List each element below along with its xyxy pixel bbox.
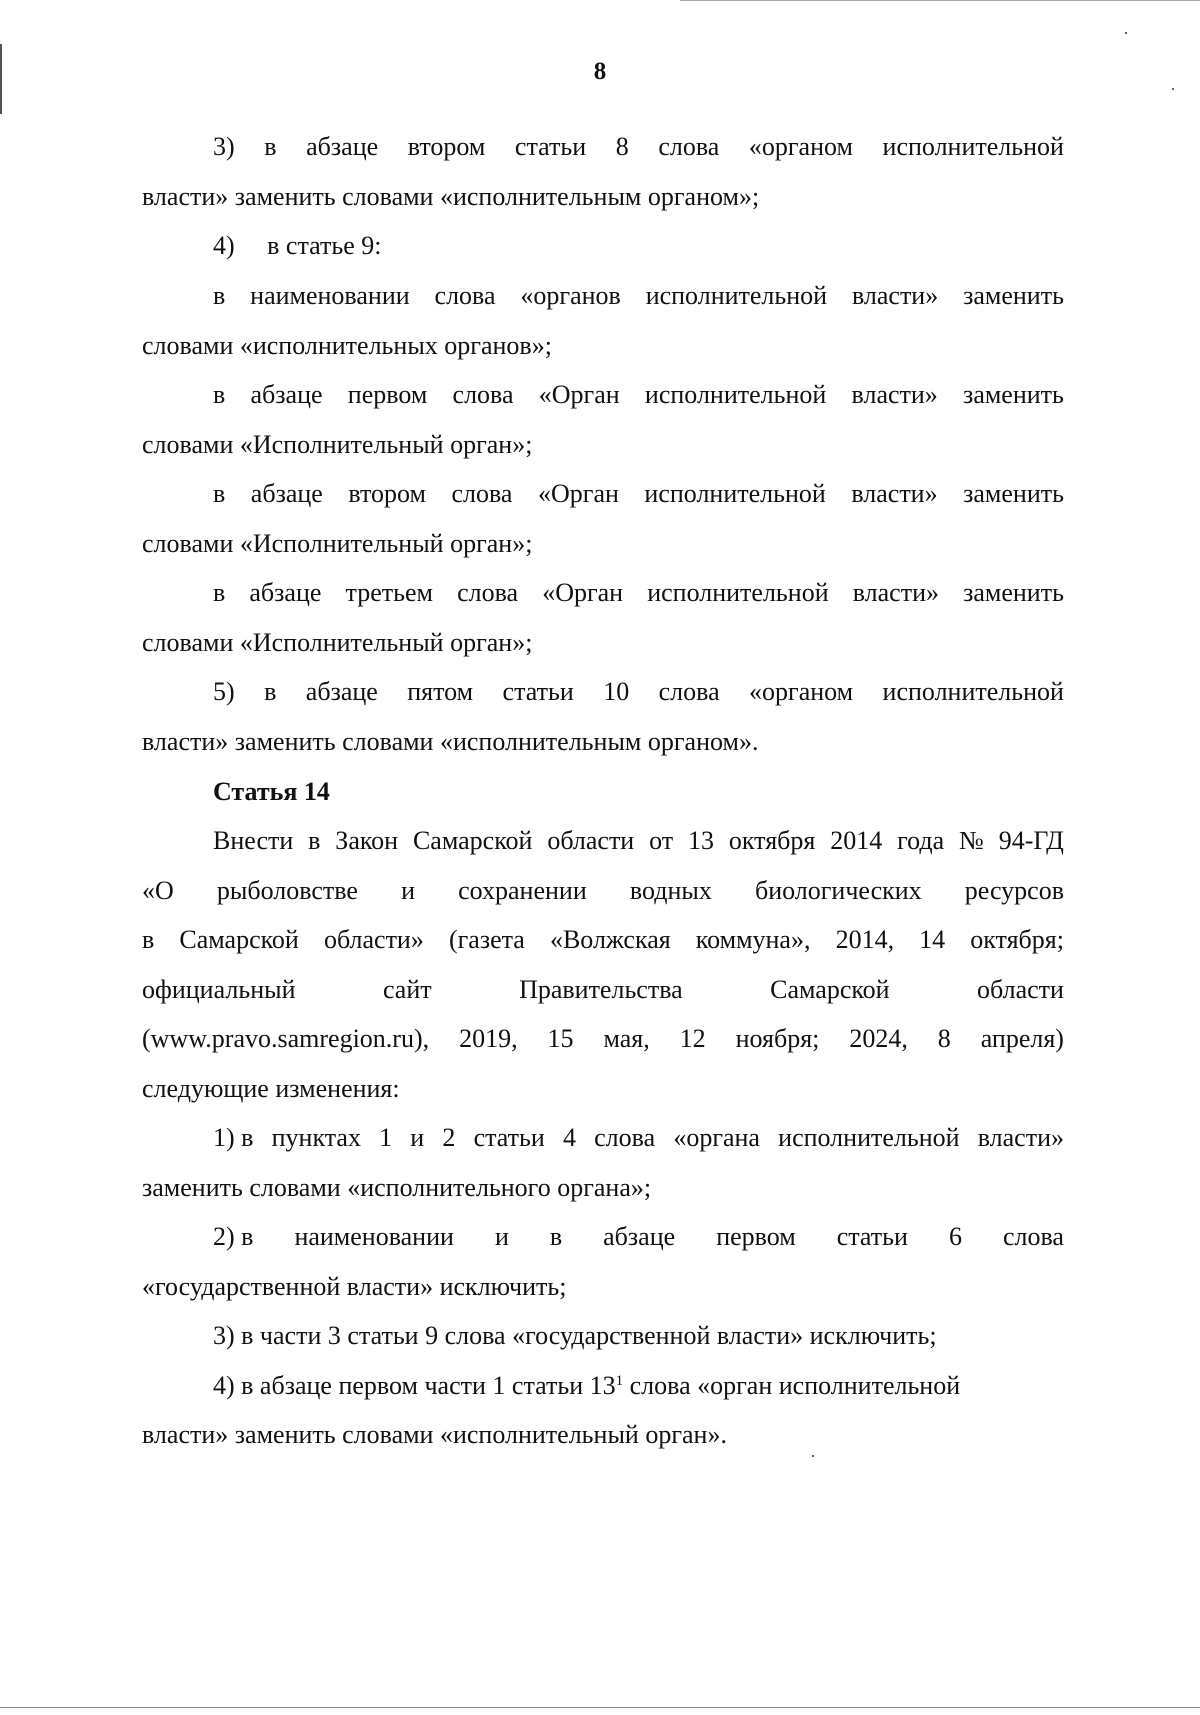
paragraph-item-3-line-2: власти» заменить словами «исполнительным органом»; (142, 182, 760, 211)
word: в (264, 677, 277, 706)
word: исполнительной (644, 479, 826, 508)
word: слова (1002, 1222, 1064, 1251)
word: 94-ГД (998, 826, 1064, 855)
word: наименовании (294, 1222, 454, 1251)
word: рыболовстве (216, 876, 358, 905)
word: 8 (937, 1024, 951, 1053)
word: абзаце (249, 578, 322, 607)
word: абзаце (305, 677, 378, 706)
word: «О (142, 876, 174, 905)
paragraph-third-line-1 (213, 578, 1064, 608)
article-text-line-3 (142, 925, 1064, 955)
word: коммуна», (695, 925, 811, 954)
word: Самарской (412, 826, 533, 855)
word: 2 (442, 1123, 456, 1152)
word: 2024, (849, 1024, 908, 1053)
word: в (213, 380, 226, 409)
word: исполнительной (882, 677, 1064, 706)
change-item-4-text: 4) в абзаце первом части 1 статьи 13 (213, 1371, 616, 1400)
paragraph-naming-line-2: словами «исполнительных органов»; (142, 331, 552, 360)
word: исполнительной (882, 132, 1064, 161)
paragraph-second-line-2: словами «Исполнительный орган»; (142, 529, 533, 558)
word: 2) в (213, 1222, 254, 1251)
article-text-line-1 (213, 826, 1064, 856)
paragraph-item-5-line-2: власти» заменить словами «исполнительным органом». (142, 727, 759, 756)
change-item-1-line-2: заменить словами «исполнительного органа»; (142, 1173, 652, 1202)
word: первом (347, 380, 428, 409)
word: сохранении (458, 876, 587, 905)
word: Внести (213, 826, 294, 855)
scan-speck (1172, 88, 1174, 90)
word: области (977, 975, 1064, 1004)
word: 10 (603, 677, 630, 706)
article-heading: Статья 14 (213, 777, 330, 806)
word: 13 (688, 826, 715, 855)
word: области (547, 826, 635, 855)
word: 2019, (459, 1024, 518, 1053)
word: в (264, 132, 277, 161)
scan-edge-top (680, 0, 1200, 1)
change-item-1-line-1 (213, 1123, 1064, 1153)
word: октября; (970, 925, 1064, 954)
word: пятом (407, 677, 474, 706)
word: 1) в (213, 1123, 254, 1152)
word: наименовании (250, 281, 410, 310)
paragraph-second-line-1 (213, 479, 1064, 509)
word: статьи (502, 677, 574, 706)
word: «Орган (538, 479, 619, 508)
scan-edge-bottom (0, 1707, 1200, 1708)
word: «органов (520, 281, 621, 310)
word: и (494, 1222, 509, 1251)
word: заменить (963, 281, 1064, 310)
word: статьи (473, 1123, 545, 1152)
word: слова (452, 380, 514, 409)
paragraph-item-3-line-1 (213, 132, 1064, 162)
word: в (308, 826, 321, 855)
scan-speck (812, 1455, 814, 1457)
word: октября (728, 826, 816, 855)
word: заменить (963, 479, 1064, 508)
word: пунктах (271, 1123, 361, 1152)
word: исполнительной (644, 380, 827, 409)
word: от (649, 826, 674, 855)
word: ноября; (735, 1024, 820, 1053)
word: и (410, 1123, 425, 1152)
word: власти» (851, 380, 938, 409)
word: 12 (679, 1024, 706, 1053)
word: 6 (948, 1222, 962, 1251)
word: слова (434, 281, 496, 310)
word: третьем (345, 578, 433, 607)
word: 1 (379, 1123, 393, 1152)
paragraph-item-5-line-1 (213, 677, 1064, 707)
word: апреля) (980, 1024, 1064, 1053)
superscript-one: 1 (615, 1373, 624, 1389)
word: заменить (963, 578, 1064, 607)
word: слова (658, 677, 720, 706)
word: № (959, 826, 984, 855)
word: в (213, 479, 226, 508)
word: в (142, 925, 155, 954)
word: абзаце (603, 1222, 676, 1251)
page-number: 8 (593, 58, 607, 85)
word: 15 (547, 1024, 574, 1053)
word: в (549, 1222, 563, 1251)
paragraph-first-line-2: словами «Исполнительный орган»; (142, 430, 533, 459)
word: (www.pravo.samregion.ru), (142, 1024, 430, 1053)
word: официальный (142, 975, 296, 1004)
word: власти» (852, 578, 939, 607)
word: 2014 (830, 826, 883, 855)
word: 14 (919, 925, 946, 954)
word: слова (658, 132, 720, 161)
change-item-2-line-1 (213, 1222, 1064, 1252)
word: слова (451, 479, 513, 508)
word: и (401, 876, 415, 905)
word: слова (457, 578, 519, 607)
word: исполнительной (645, 281, 828, 310)
change-item-3: 3) в части 3 статьи 9 слова «государственной власти» исключить; (213, 1321, 937, 1350)
word: власти» (977, 1123, 1064, 1152)
word: Самарской (770, 975, 890, 1004)
change-item-4-line-2: власти» заменить словами «исполнительный орган». (142, 1420, 727, 1449)
word: исполнительной (778, 1123, 960, 1152)
paragraph-item-4: 4) в статье 9: (213, 231, 382, 260)
word: 8 (615, 132, 629, 161)
paragraph-naming-line-1 (213, 281, 1064, 311)
word: Самарской (179, 925, 299, 954)
word: заменить (963, 380, 1064, 409)
paragraph-first-line-1 (213, 380, 1064, 410)
word: «Орган (538, 380, 620, 409)
paragraph-third-line-2: словами «Исполнительный орган»; (142, 628, 533, 657)
change-item-4-line-1 (213, 1371, 1064, 1401)
word: «органом (748, 132, 853, 161)
article-text-line-5 (142, 1024, 1064, 1054)
word: исполнительной (647, 578, 829, 607)
word: 3) (213, 132, 235, 161)
change-item-4-text-end: слова «орган исполнительной (623, 1371, 961, 1400)
word: втором (348, 479, 426, 508)
word: власти» (851, 479, 938, 508)
word: статьи (836, 1222, 908, 1251)
word: в (213, 281, 226, 310)
word: водных (629, 876, 712, 905)
word: «Волжская (549, 925, 671, 954)
word: втором (407, 132, 486, 161)
word: 5) (213, 677, 235, 706)
scan-speck (1125, 32, 1127, 34)
word: Правительства (519, 975, 683, 1004)
word: абзаце (306, 132, 379, 161)
word: биологических (754, 876, 922, 905)
word: статьи (514, 132, 587, 161)
word: (газета (448, 925, 525, 954)
word: 4 (562, 1123, 576, 1152)
word: «Орган (542, 578, 624, 607)
article-text-line-2 (142, 876, 1064, 906)
word: года (897, 826, 945, 855)
word: области» (323, 925, 424, 954)
word: «органа (673, 1123, 760, 1152)
word: 2014, (835, 925, 895, 954)
word: Закон (335, 826, 399, 855)
word: сайт (382, 975, 432, 1004)
change-item-2-line-2: «государственной власти» исключить; (142, 1272, 567, 1301)
word: абзаце (250, 479, 323, 508)
word: власти» (851, 281, 939, 310)
article-text-line-6: следующие изменения: (142, 1074, 400, 1103)
word: слова (594, 1123, 656, 1152)
word: «органом (749, 677, 854, 706)
word: мая, (603, 1024, 650, 1053)
word: в (213, 578, 226, 607)
word: ресурсов (964, 876, 1064, 905)
word: абзаце (250, 380, 323, 409)
article-text-line-4 (142, 975, 1064, 1005)
word: первом (716, 1222, 796, 1251)
